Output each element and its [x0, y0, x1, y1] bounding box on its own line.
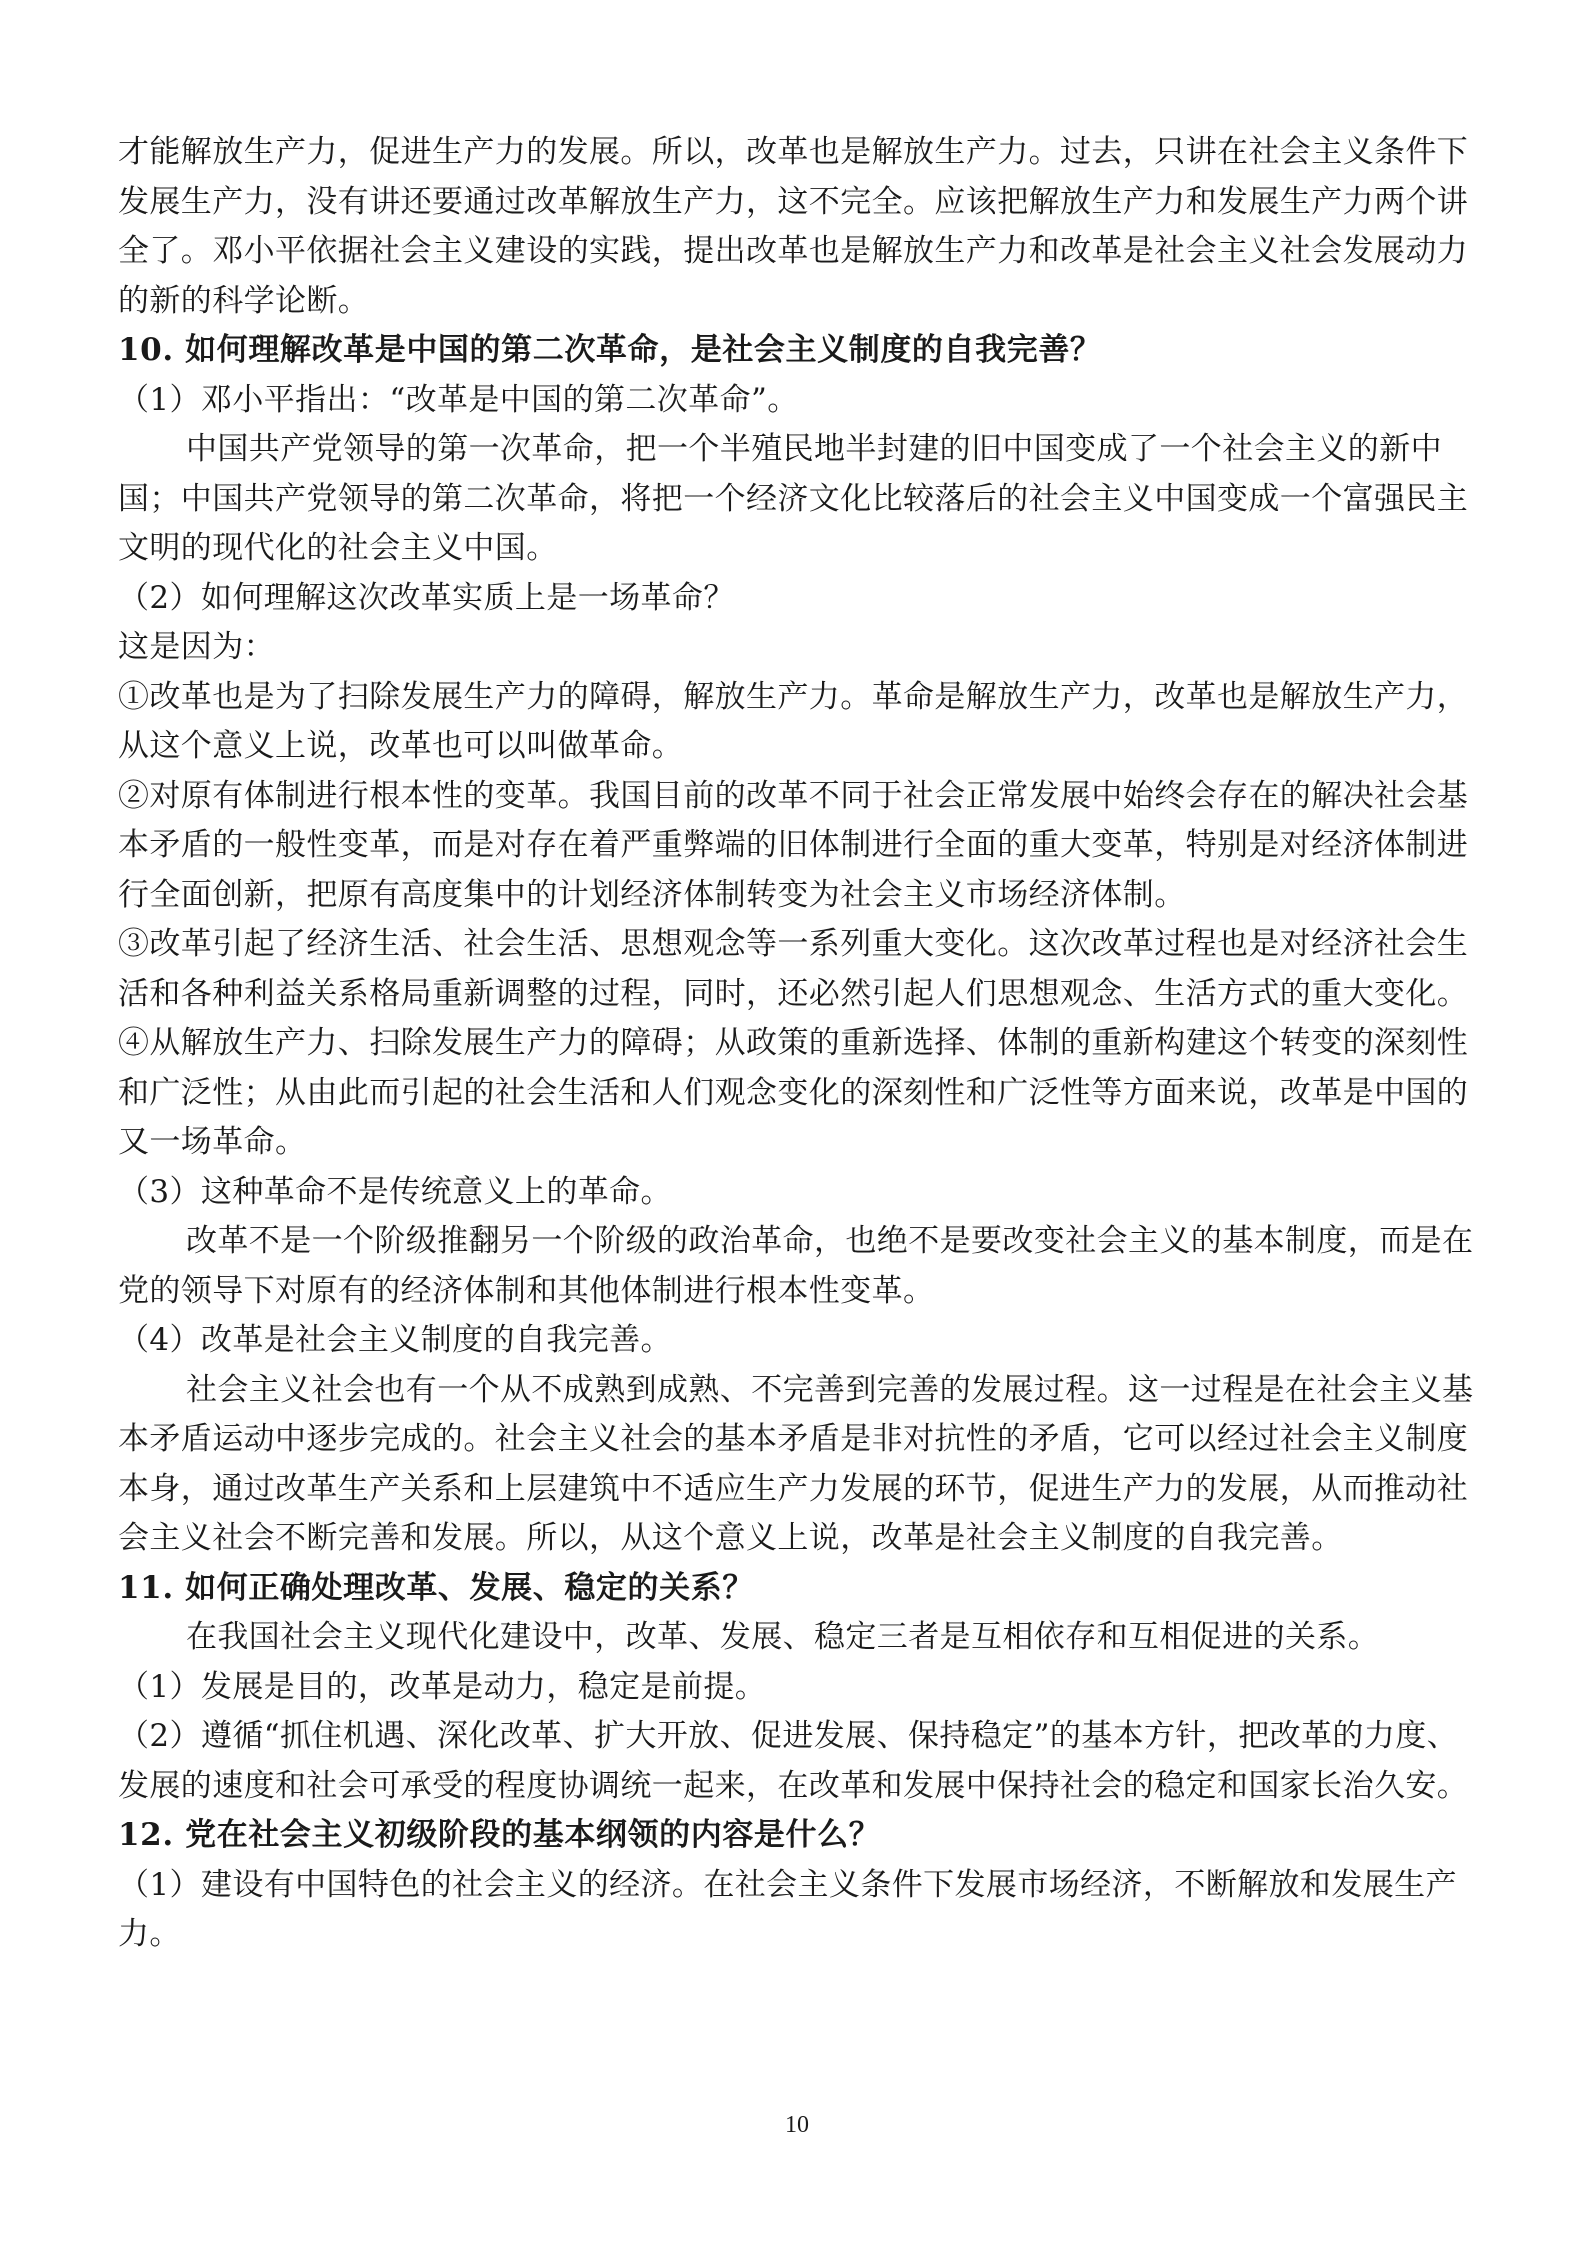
page-number: 10	[785, 2112, 809, 2138]
text-line: （3）这种革命不是传统意义上的革命。	[118, 1173, 672, 1210]
text-line: 行全面创新，把原有高度集中的计划经济体制转变为社会主义市场经济体制。	[118, 876, 1186, 913]
text-line: 本身，通过改革生产关系和上层建筑中不适应生产力发展的环节，促进生产力的发展，从而推动社	[118, 1470, 1469, 1507]
text-line: （1）建设有中国特色的社会主义的经济。在社会主义条件下发展市场经济，不断解放和发展生产	[118, 1866, 1457, 1903]
text-line: 会主义社会不断完善和发展。所以，从这个意义上说，改革是社会主义制度的自我完善。	[118, 1520, 1343, 1556]
text-line: （4）改革是社会主义制度的自我完善。	[118, 1322, 672, 1358]
text-line: 文明的现代化的社会主义中国。	[118, 530, 558, 566]
text-line: （2）如何理解这次改革实质上是一场革命？	[118, 579, 735, 616]
question-heading: 10. 如何理解改革是中国的第二次革命，是社会主义制度的自我完善？	[118, 332, 1102, 368]
text-line: 中国共产党领导的第一次革命，把一个半殖民地半封建的旧中国变成了一个社会主义的新中	[186, 431, 1442, 467]
text-line: 活和各种利益关系格局重新调整的过程，同时，还必然引起人们思想观念、生活方式的重大变化。	[118, 975, 1469, 1012]
text-line: 和广泛性；从由此而引起的社会生活和人们观念变化的深刻性和广泛性等方面来说，改革是中国的	[118, 1074, 1469, 1111]
text-line: 发展的速度和社会可承受的程度协调统一起来，在改革和发展中保持社会的稳定和国家长治久安。	[118, 1767, 1469, 1804]
text-line: （1）邓小平指出：“改革是中国的第二次革命”。	[118, 381, 799, 418]
text-line: 力。	[118, 1916, 181, 1952]
question-heading: 12. 党在社会主义初级阶段的基本纲领的内容是什么？	[118, 1817, 881, 1853]
text-line: ③改革引起了经济生活、社会生活、思想观念等一系列重大变化。这次改革过程也是对经济社会生	[118, 926, 1469, 962]
text-line: ②对原有体制进行根本性的变革。我国目前的改革不同于社会正常发展中始终会存在的解决社会基	[118, 777, 1469, 814]
text-line: （2）遵循“抓住机遇、深化改革、扩大开放、促进发展、保持稳定”的基本方针，把改革的力度、	[118, 1718, 1459, 1754]
text-line: 国；中国共产党领导的第二次革命，将把一个经济文化比较落后的社会主义中国变成一个富强民主	[118, 480, 1469, 517]
text-line: 本矛盾的一般性变革，而是对存在着严重弊端的旧体制进行全面的重大变革，特别是对经济体制进	[118, 827, 1469, 863]
text-line: ④从解放生产力、扫除发展生产力的障碍；从政策的重新选择、体制的重新构建这个转变的深刻性	[118, 1025, 1469, 1061]
question-heading: 11. 如何正确处理改革、发展、稳定的关系？	[118, 1569, 754, 1606]
text-line: （1）发展是目的，改革是动力，稳定是前提。	[118, 1668, 767, 1705]
text-line: 才能解放生产力，促进生产力的发展。所以，改革也是解放生产力。过去，只讲在社会主义条件下	[118, 134, 1469, 170]
text-line: ①改革也是为了扫除发展生产力的障碍，解放生产力。革命是解放生产力，改革也是解放生产力，	[118, 678, 1469, 715]
text-line: 改革不是一个阶级推翻另一个阶级的政治革命，也绝不是要改变社会主义的基本制度，而是在	[186, 1223, 1474, 1259]
text-line: 的新的科学论断。	[118, 282, 370, 319]
text-line: 本矛盾运动中逐步完成的。社会主义社会的基本矛盾是非对抗性的矛盾，它可以经过社会主义制度	[118, 1421, 1469, 1457]
text-line: 在我国社会主义现代化建设中，改革、发展、稳定三者是互相依存和互相促进的关系。	[186, 1619, 1380, 1655]
text-line: 社会主义社会也有一个从不成熟到成熟、不完善到完善的发展过程。这一过程是在社会主义基	[186, 1371, 1474, 1408]
text-line: 又一场革命。	[118, 1124, 307, 1160]
text-line: 这是因为：	[118, 629, 275, 665]
text-line: 党的领导下对原有的经济体制和其他体制进行根本性变革。	[118, 1272, 935, 1309]
text-line: 全了。邓小平依据社会主义建设的实践，提出改革也是解放生产力和改革是社会主义社会发展动力	[118, 233, 1469, 269]
document-body	[118, 128, 1478, 1960]
text-line: 发展生产力，没有讲还要通过改革解放生产力，这不完全。应该把解放生产力和发展生产力两个讲	[118, 183, 1469, 220]
text-line: 从这个意义上说，改革也可以叫做革命。	[118, 728, 684, 764]
